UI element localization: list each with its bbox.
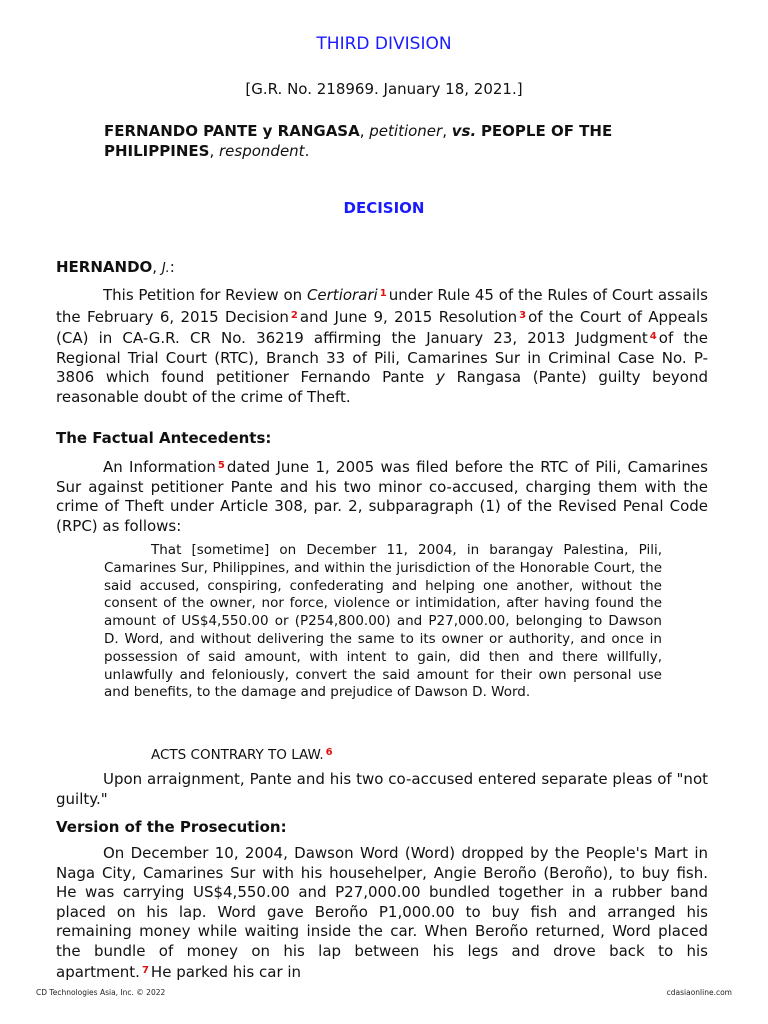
heading-factual-antecedents: The Factual Antecedents:: [56, 429, 272, 447]
decision-title: DECISION: [343, 199, 425, 217]
division-heading: THIRD DIVISION: [316, 34, 452, 54]
p1-y: y: [435, 368, 445, 386]
p1-text-d: and June 9, 2015 Resolution: [299, 307, 518, 326]
ponente-name: HERNANDO: [56, 258, 153, 276]
p1-text-f: of the Regional Trial Court (RTC), Branch 33 of Pili, Camarines Sur in Criminal Case No. P-3806 which found petitioner Fernando Pante: [56, 329, 708, 386]
p4-text-b: He parked his car in: [150, 963, 302, 981]
footnote-6-link[interactable]: 6: [325, 747, 333, 758]
petitioner-name: FERNANDO PANTE y RANGASA: [104, 122, 360, 140]
footnote-7-link[interactable]: 7: [141, 965, 149, 976]
footnote-1-link[interactable]: 1: [379, 288, 387, 299]
p1-certiorari: Certiorari: [306, 286, 378, 304]
ponente-suffix: J.: [161, 261, 170, 276]
p2-text-a: An Information: [103, 458, 216, 476]
quoted-information: That [sometime] on December 11, 2004, in barangay Palestina, Pili, Camarines Sur, Philippines, and within the jurisdiction of the Honorable Court, the said accused, conspiring, confederating and helping one another, without the consent of the owner, nor force, violence or intimidation, after having found the amount of US$4,550.00 or (P254,800.00) and P27,000.00, belonging to Dawson D. Word, and without delivering the same to its owner or authority, and once in possession of said amount, with intent to gain, did then and there willfully, unlawfully and feloniously, convert the said amount for their own personal use and benefits, to the damage and prejudice of Dawson D. Word.: [104, 542, 662, 701]
footnote-3-link[interactable]: 3: [519, 309, 527, 321]
p4-text-a: On December 10, 2004, Dawson Word (Word) dropped by the People's Mart in Naga City, Camarines Sur with his househelper, Angie Beroño (Beroño), to buy fish. He was carrying US$4,550.00 and P27,000.00 bundled together in a rubber band placed on his lap. Word gave Beroño P1,000.00 to buy fish and arranged his remaining money while waiting inside the car. When Beroño returned, Word placed the bundle of money on his lap between his legs and drove back to his apartment.: [56, 844, 708, 981]
respondent-role: respondent: [219, 142, 305, 160]
p1-text-c: under Rule 45 of the Rules of Court assails the February 6, 2015 Decision: [56, 286, 709, 326]
quoted-closing: [104, 744, 662, 765]
case-parties: FERNANDO PANTE y RANGASA, petitioner, vs. PEOPLE OF THE PHILIPPINES, respondent.: [104, 122, 613, 160]
versus: vs.: [451, 122, 477, 140]
paragraph-3: Upon arraignment, Pante and his two co-accused entered separate pleas of "not guilty.": [56, 770, 708, 808]
footnote-5-link[interactable]: 5: [217, 460, 225, 471]
petitioner-role: petitioner: [369, 122, 443, 140]
heading-version-prosecution: Version of the Prosecution:: [56, 818, 287, 836]
acts-contrary-text: ACTS CONTRARY TO LAW.: [151, 747, 324, 763]
case-number: [G.R. No. 218969. January 18, 2021.]: [245, 80, 523, 98]
footnote-2-link[interactable]: 2: [290, 309, 298, 321]
respondent-name: PEOPLE OF THE PHILIPPINES: [104, 122, 613, 160]
paragraph-1: [56, 284, 708, 407]
ponente: HERNANDO, J.:: [56, 258, 175, 276]
p2-text-b: dated June 1, 2005 was filed before the RTC of Pili, Camarines Sur against petitioner Pante and his two minor co-accused, charging them with the crime of Theft under Article 308, par. 2, subparagraph (1) of the Revised Penal Code (RPC) as follows:: [56, 458, 708, 535]
p1-text-e: of the Court of Appeals (CA) in CA-G.R. CR No. 36219 affirming the January 23, 2013 Judgment: [56, 307, 708, 347]
p1-text-a: This Petition for Review on: [103, 286, 303, 304]
footer-copyright: CD Technologies Asia, Inc. © 2022: [36, 988, 166, 997]
paragraph-4: [56, 844, 708, 983]
footnote-4-link[interactable]: 4: [649, 331, 657, 342]
p1-text-h: Rangasa (Pante) guilty beyond reasonable doubt of the crime of Theft.: [56, 368, 709, 406]
paragraph-2: [56, 456, 708, 536]
footer-site[interactable]: cdasiaonline.com: [666, 988, 732, 997]
